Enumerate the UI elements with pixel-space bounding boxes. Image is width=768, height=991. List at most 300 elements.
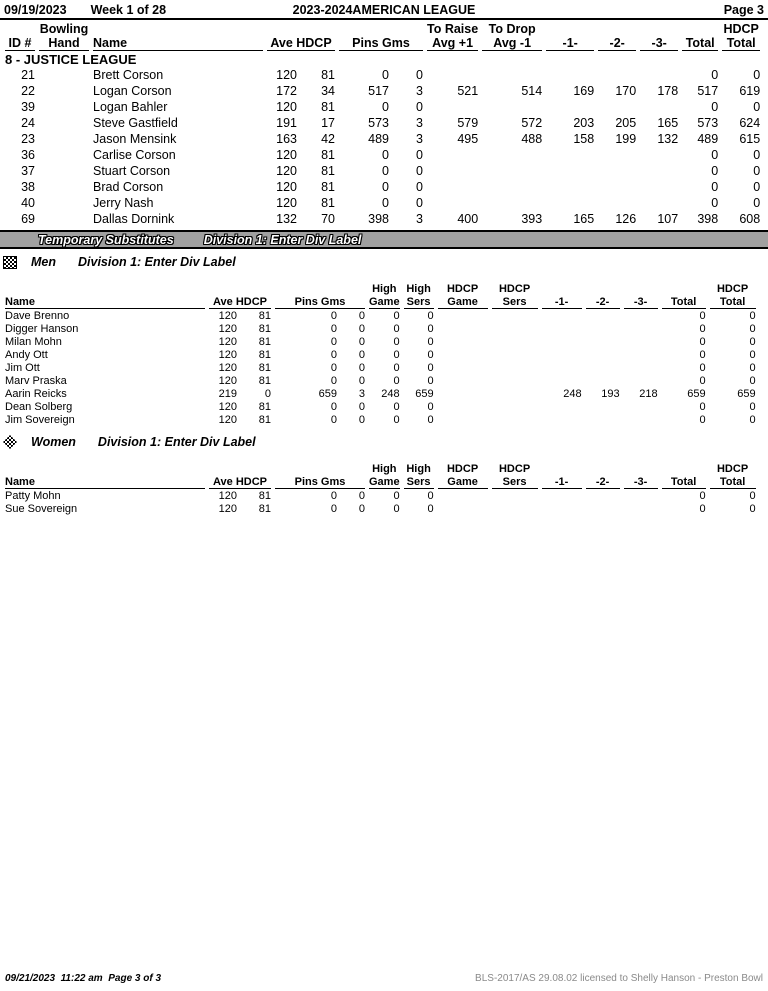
cell-id: 21: [21, 68, 35, 82]
cell-game1: [542, 309, 582, 322]
cell-hdcp-sers: [492, 489, 538, 502]
cell-hdcp-total: 0: [749, 309, 756, 322]
cell-high-game: 0: [393, 322, 400, 335]
cell-name: Marv Praska: [5, 374, 67, 387]
cell-hdcp-total: 0: [753, 180, 761, 194]
column-header-high-game-top: High: [372, 283, 397, 295]
cell-hdcp-total: 659: [737, 387, 756, 400]
cell-game3: [624, 309, 658, 322]
cell-pins: 0: [330, 374, 337, 387]
cell-game1: [546, 147, 594, 163]
column-header-game2: -2-: [586, 295, 620, 309]
column-header-hdcp-sers-top: HDCP: [498, 283, 531, 295]
cell-to-drop: [482, 195, 542, 211]
cell-hdcp: 81: [321, 164, 335, 178]
cell-id: 22: [21, 84, 35, 98]
cell-game1: [542, 400, 582, 413]
cell-high-sers: 0: [427, 489, 434, 502]
cell-game2: [586, 335, 620, 348]
cell-game2: [586, 309, 620, 322]
cell-game2: [586, 348, 620, 361]
cell-game1: 169: [573, 84, 595, 98]
cell-hdcp-game: [438, 309, 488, 322]
cell-high-sers: 0: [427, 374, 434, 387]
cell-hdcp-total: 0: [749, 322, 756, 335]
cell-id: 38: [21, 180, 35, 194]
cell-ave: 120: [218, 400, 237, 413]
cell-name: Dallas Dornink: [93, 212, 175, 226]
column-header-ave-hdcp: Ave HDCP: [209, 295, 271, 309]
cell-game3: 165: [657, 116, 679, 130]
cell-pins: 0: [330, 489, 337, 502]
cell-hdcp-game: [438, 335, 488, 348]
column-header-hdcp-game: Game: [438, 475, 488, 489]
cell-hdcp-total: 0: [749, 502, 756, 515]
cell-game3: [640, 195, 678, 211]
bowler-row: [5, 195, 760, 211]
cell-name: Jim Sovereign: [5, 413, 75, 426]
column-header-game1: -1-: [542, 475, 582, 489]
cell-total: 489: [697, 132, 719, 146]
cell-pins: 573: [368, 116, 389, 130]
cell-game1: 165: [573, 212, 595, 226]
cell-ave: 163: [276, 132, 297, 146]
cell-total: 398: [697, 212, 719, 226]
column-header-pins-gms: Pins Gms: [275, 475, 365, 489]
cell-id: 24: [21, 116, 35, 130]
cell-total: 0: [711, 164, 719, 178]
cell-to-drop: [482, 99, 542, 115]
header-left: [4, 3, 293, 17]
cell-hdcp: 81: [258, 361, 271, 374]
cell-high-sers: 0: [427, 413, 434, 426]
cell-high-sers: 659: [415, 387, 434, 400]
team-table-header: [5, 22, 760, 51]
cell-game2: [598, 147, 636, 163]
cell-ave: 120: [218, 489, 237, 502]
cell-to-raise: 495: [457, 132, 479, 146]
cell-name: Jason Mensink: [93, 132, 177, 146]
column-header-hdcp-total: Total: [722, 36, 760, 51]
cell-high-sers: 0: [427, 400, 434, 413]
cell-total: 0: [711, 196, 719, 210]
cell-hdcp-game: [438, 387, 488, 400]
cell-total: 0: [699, 361, 706, 374]
substitutes-bar: [0, 230, 768, 249]
cell-high-game: 0: [393, 413, 400, 426]
cell-game2: [586, 413, 620, 426]
cell-hdcp-sers: [492, 413, 538, 426]
cell-total: 0: [699, 489, 706, 502]
cell-high-sers: 0: [427, 322, 434, 335]
cell-id: 36: [21, 148, 35, 162]
cell-hdcp-total: 624: [739, 116, 761, 130]
women-table: [1, 462, 760, 515]
cell-id: 37: [21, 164, 35, 178]
cell-hdcp-game: [438, 400, 488, 413]
column-header-hdcp-total: Total: [710, 295, 756, 309]
column-header-high-sers: Sers: [404, 295, 434, 309]
cell-pins: 0: [382, 164, 389, 178]
cell-pins: 0: [382, 148, 389, 162]
column-header-name: Name: [5, 295, 205, 309]
cell-pins: 0: [330, 348, 337, 361]
column-header-hdcp-total-top: HDCP: [716, 283, 749, 295]
cell-hdcp-total: 0: [749, 400, 756, 413]
cell-high-game: 0: [393, 335, 400, 348]
cell-hand: [39, 67, 89, 83]
column-header-hdcp: HDCP: [723, 22, 759, 36]
cell-gms: 0: [358, 322, 365, 335]
cell-to-raise: [427, 67, 478, 83]
bowler-row: [5, 374, 756, 387]
cell-hand: [39, 147, 89, 163]
column-header-hdcp-game: Game: [438, 295, 488, 309]
cell-hdcp: 34: [321, 84, 335, 98]
cell-name: Steve Gastfield: [93, 116, 178, 130]
cell-game2: [598, 163, 636, 179]
column-header-game3: -3-: [640, 36, 678, 51]
cell-hdcp-game: [438, 489, 488, 502]
cell-game1: [546, 99, 594, 115]
cell-gms: 0: [358, 361, 365, 374]
bowler-row: [5, 400, 756, 413]
bowler-row: [5, 99, 760, 115]
bowler-row: [5, 147, 760, 163]
cell-game2: [586, 322, 620, 335]
cell-ave: 120: [276, 100, 297, 114]
cell-game1: [542, 361, 582, 374]
cell-game2: [586, 489, 620, 502]
cell-name: Digger Hanson: [5, 322, 79, 335]
cell-hdcp: 81: [321, 100, 335, 114]
cell-game3: [624, 374, 658, 387]
cell-to-drop: 572: [521, 116, 543, 130]
substitutes-bar-division: Division 1: Enter Div Label: [203, 232, 362, 247]
column-header-total: Total: [682, 36, 718, 51]
cell-ave: 120: [218, 309, 237, 322]
cell-ave: 120: [218, 413, 237, 426]
cell-game1: [542, 348, 582, 361]
cell-hdcp: 17: [321, 116, 335, 130]
cell-hdcp-sers: [492, 387, 538, 400]
bowler-row: [5, 502, 756, 515]
cell-game2: [586, 400, 620, 413]
cell-gms: 0: [358, 348, 365, 361]
bowler-row: [5, 387, 756, 400]
cell-total: 0: [711, 180, 719, 194]
cell-hdcp-sers: [492, 322, 538, 335]
cell-game1: [546, 179, 594, 195]
column-header-hdcp-sers: Sers: [492, 295, 538, 309]
cell-name: Logan Corson: [93, 84, 172, 98]
column-header-total: Total: [662, 295, 706, 309]
cell-hdcp: 81: [321, 180, 335, 194]
men-division: Division 1: Enter Div Label: [78, 255, 236, 269]
women-table-header: [5, 462, 756, 489]
cell-hdcp: 81: [321, 196, 335, 210]
bowler-row: [5, 309, 756, 322]
cell-game2: 199: [615, 132, 637, 146]
cell-pins: 0: [382, 196, 389, 210]
cell-game3: [624, 400, 658, 413]
cell-game2: [598, 179, 636, 195]
column-header-total: Total: [662, 475, 706, 489]
column-header-hand: Hand: [39, 36, 89, 51]
cell-game3: 178: [657, 84, 679, 98]
footer-print-info: 09/21/2023 11:22 am Page 3 of 3: [5, 973, 162, 984]
cell-gms: 0: [358, 502, 365, 515]
cell-game3: 107: [657, 212, 679, 226]
cell-total: 0: [699, 400, 706, 413]
cell-game3: [640, 67, 678, 83]
cell-total: 0: [699, 413, 706, 426]
cell-pins: 0: [330, 322, 337, 335]
column-header-id: ID #: [5, 36, 35, 51]
column-header-to-raise: To Raise: [427, 22, 479, 36]
cell-total: 517: [697, 84, 719, 98]
column-header-hdcp-total: Total: [710, 475, 756, 489]
cell-pins: 0: [330, 502, 337, 515]
bowler-row: [5, 67, 760, 83]
cell-name: Brett Corson: [93, 68, 164, 82]
cell-name: Carlise Corson: [93, 148, 176, 162]
men-icon: [3, 256, 17, 269]
bowler-row: [5, 348, 756, 361]
cell-ave: 219: [218, 387, 237, 400]
cell-hdcp-sers: [492, 348, 538, 361]
cell-gms: 3: [416, 84, 423, 98]
cell-hand: [39, 179, 89, 195]
column-header-name: Name: [93, 36, 263, 51]
cell-ave: 120: [276, 148, 297, 162]
cell-high-sers: 0: [427, 361, 434, 374]
cell-hdcp-game: [438, 502, 488, 515]
bowler-row: [5, 322, 756, 335]
column-header-game1: -1-: [546, 36, 594, 51]
cell-gms: 0: [416, 164, 423, 178]
cell-hdcp: 81: [258, 322, 271, 335]
cell-to-raise: [427, 195, 478, 211]
cell-hdcp-game: [438, 413, 488, 426]
column-header-high-sers-top: High: [406, 463, 431, 475]
cell-ave: 172: [276, 84, 297, 98]
cell-game3: [624, 361, 658, 374]
cell-high-game: 0: [393, 374, 400, 387]
cell-pins: 0: [382, 180, 389, 194]
cell-name: Stuart Corson: [93, 164, 171, 178]
men-table-header: [5, 282, 756, 309]
column-header-game2: -2-: [586, 475, 620, 489]
cell-gms: 0: [358, 374, 365, 387]
cell-hdcp-total: 0: [753, 100, 761, 114]
cell-name: Dave Brenno: [5, 309, 70, 322]
substitutes-bar-title: Temporary Substitutes: [38, 232, 174, 247]
cell-hdcp-total: 0: [753, 164, 761, 178]
men-table: [1, 282, 760, 426]
cell-game2: [598, 195, 636, 211]
column-header-hdcp-game-top: HDCP: [446, 283, 479, 295]
cell-total: 0: [711, 148, 719, 162]
cell-hdcp: 81: [258, 502, 271, 515]
cell-pins: 0: [330, 309, 337, 322]
bowler-row: [5, 413, 756, 426]
cell-hand: [39, 131, 89, 147]
cell-gms: 3: [416, 132, 423, 146]
cell-high-game: 0: [393, 348, 400, 361]
cell-game3: 132: [657, 132, 679, 146]
cell-hdcp-sers: [492, 400, 538, 413]
cell-hdcp-total: 0: [753, 68, 761, 82]
column-header-high-game-top: High: [372, 463, 397, 475]
cell-high-game: 0: [393, 361, 400, 374]
cell-total: 0: [699, 335, 706, 348]
cell-total: 0: [699, 309, 706, 322]
cell-game2: 193: [601, 387, 620, 400]
cell-to-drop: 514: [521, 84, 543, 98]
column-header-hdcp-sers: Sers: [492, 475, 538, 489]
cell-hdcp-sers: [492, 335, 538, 348]
cell-ave: 120: [218, 361, 237, 374]
cell-game1: 203: [573, 116, 595, 130]
cell-game3: 218: [639, 387, 658, 400]
cell-gms: 3: [416, 212, 423, 226]
cell-hdcp: 81: [258, 348, 271, 361]
column-header-ave-hdcp: Ave HDCP: [209, 475, 271, 489]
page-footer: [0, 973, 768, 984]
cell-hdcp: 81: [258, 309, 271, 322]
cell-pins: 0: [330, 413, 337, 426]
cell-hdcp-game: [438, 322, 488, 335]
men-heading: [3, 255, 768, 269]
cell-high-game: 248: [381, 387, 400, 400]
cell-game3: [624, 335, 658, 348]
cell-pins: 0: [382, 68, 389, 82]
cell-hand: [39, 83, 89, 99]
cell-to-drop: [482, 67, 542, 83]
cell-ave: 120: [276, 164, 297, 178]
cell-gms: 0: [416, 100, 423, 114]
cell-name: Logan Bahler: [93, 100, 168, 114]
cell-high-sers: 0: [427, 309, 434, 322]
cell-gms: 0: [358, 400, 365, 413]
bowler-row: [5, 489, 756, 502]
cell-hand: [39, 115, 89, 131]
cell-to-raise: 579: [457, 116, 479, 130]
cell-pins: 489: [368, 132, 389, 146]
cell-ave: 120: [218, 348, 237, 361]
cell-hdcp: 0: [264, 387, 271, 400]
cell-hdcp-total: 0: [749, 413, 756, 426]
column-header-hdcp-game-top: HDCP: [446, 463, 479, 475]
cell-total: 0: [711, 68, 719, 82]
cell-hdcp-total: 0: [749, 335, 756, 348]
column-header-game3: -3-: [624, 475, 658, 489]
league-title: 2023-2024AMERICAN LEAGUE: [292, 3, 476, 17]
cell-game3: [624, 348, 658, 361]
cell-to-raise: [427, 147, 478, 163]
women-heading: [3, 435, 768, 449]
cell-ave: 120: [218, 335, 237, 348]
bowler-row: [5, 115, 760, 131]
cell-hdcp-game: [438, 361, 488, 374]
team-label: 8 - JUSTICE LEAGUE: [5, 51, 137, 67]
cell-total: 659: [687, 387, 706, 400]
cell-name: Patty Mohn: [5, 489, 61, 502]
page-header: [0, 0, 768, 20]
column-header-to-drop: To Drop: [488, 22, 536, 36]
page-number: Page 3: [723, 3, 765, 17]
cell-gms: 0: [416, 196, 423, 210]
cell-name: Dean Solberg: [5, 400, 73, 413]
cell-ave: 120: [218, 322, 237, 335]
cell-total: 0: [699, 374, 706, 387]
cell-id: 39: [21, 100, 35, 114]
column-header-high-sers: Sers: [404, 475, 434, 489]
cell-game2: [586, 502, 620, 515]
cell-game2: [598, 99, 636, 115]
cell-game2: 126: [615, 212, 637, 226]
women-title: Women: [31, 435, 76, 449]
cell-game2: 205: [615, 116, 637, 130]
cell-hand: [39, 163, 89, 179]
cell-game1: [542, 413, 582, 426]
cell-hdcp: 70: [321, 212, 335, 226]
cell-ave: 120: [218, 502, 237, 515]
bowler-row: [5, 163, 760, 179]
cell-ave: 191: [276, 116, 297, 130]
cell-ave: 120: [276, 196, 297, 210]
cell-hdcp-sers: [492, 374, 538, 387]
cell-game1: [546, 163, 594, 179]
cell-total: 0: [699, 348, 706, 361]
team-table: [1, 22, 764, 227]
cell-game1: [542, 374, 582, 387]
cell-gms: 0: [416, 180, 423, 194]
cell-total: 0: [699, 322, 706, 335]
cell-high-game: 0: [393, 309, 400, 322]
cell-id: 23: [21, 132, 35, 146]
cell-name: Brad Corson: [93, 180, 164, 194]
cell-hdcp: 81: [321, 68, 335, 82]
team-label-row: [5, 51, 760, 67]
men-title: Men: [31, 255, 56, 269]
cell-game1: 158: [573, 132, 595, 146]
cell-hand: [39, 99, 89, 115]
column-header-high-game: Game: [369, 296, 400, 308]
cell-game2: [598, 67, 636, 83]
cell-hand: [39, 211, 89, 227]
cell-hdcp: 81: [258, 400, 271, 413]
cell-high-game: 0: [393, 400, 400, 413]
cell-high-sers: 0: [427, 348, 434, 361]
cell-gms: 3: [358, 387, 365, 400]
cell-to-drop: [482, 147, 542, 163]
column-header-high-game: Game: [369, 476, 400, 488]
cell-hdcp: 81: [258, 413, 271, 426]
cell-hdcp-total: 608: [739, 212, 761, 226]
cell-hdcp-total: 0: [749, 348, 756, 361]
cell-pins: 0: [330, 361, 337, 374]
column-header-game2: -2-: [598, 36, 636, 51]
cell-id: 69: [21, 212, 35, 226]
cell-to-drop: 393: [521, 212, 543, 226]
cell-high-game: 0: [393, 489, 400, 502]
women-division: Division 1: Enter Div Label: [97, 435, 256, 449]
cell-gms: 0: [358, 489, 365, 502]
cell-game1: 248: [563, 387, 582, 400]
column-header-game3: -3-: [624, 295, 658, 309]
